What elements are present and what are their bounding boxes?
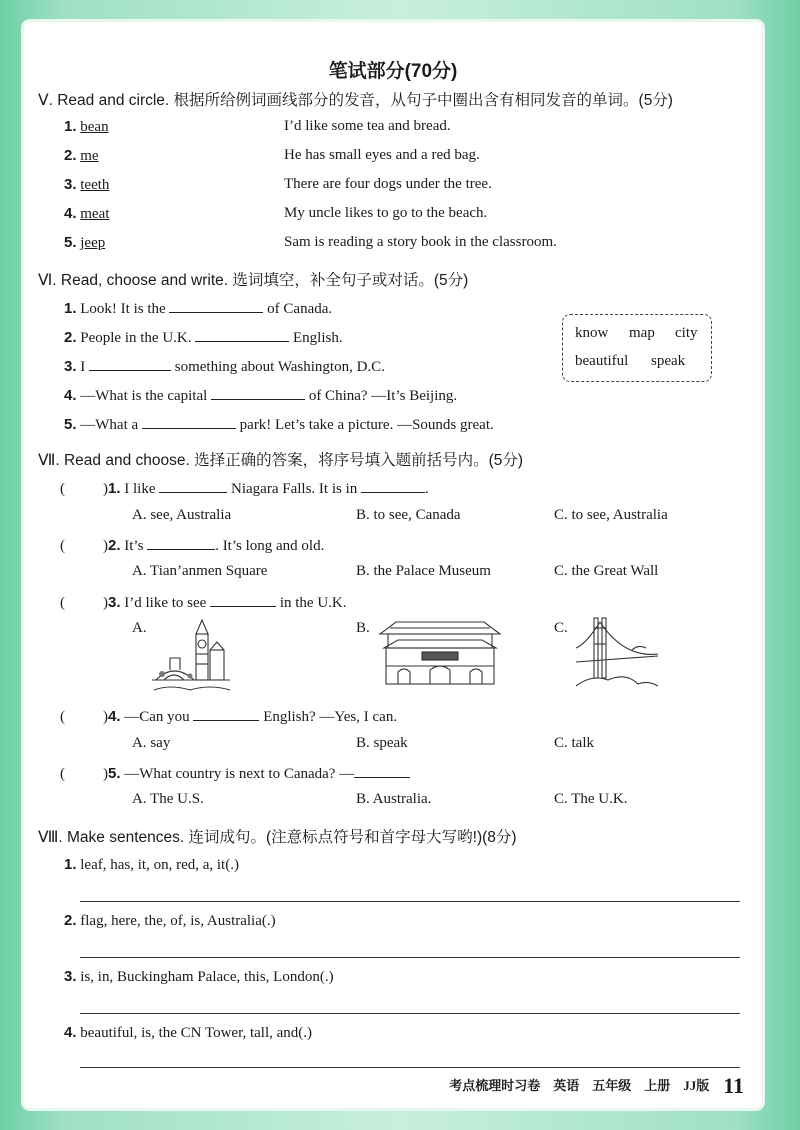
s7-q1: ( )1. I like Niagara Falls. It is in . <box>60 480 429 497</box>
s7-q5-option-a: A. The U.S. <box>132 791 204 807</box>
answer-blank[interactable] <box>211 385 305 400</box>
s7-q2: ( )2. It’s . It’s long and old. <box>60 537 325 554</box>
answer-line-2[interactable] <box>80 957 740 958</box>
s8-item-4: 4. beautiful, is, the CN Tower, tall, and(.) <box>64 1024 313 1041</box>
section6-heading: Ⅵ. Read, choose and write. 选词填空，补全句子或对话。(5分) <box>38 272 469 289</box>
page-title: 笔试部分(70分) <box>328 61 458 82</box>
s8-item-1: 1. leaf, has, it, on, red, a, it(.) <box>64 856 239 873</box>
answer-blank[interactable] <box>142 414 236 429</box>
s5-word-4: meat <box>80 206 110 222</box>
golden-gate-bridge-picture-icon[interactable] <box>574 614 658 694</box>
s5-word-3: teeth <box>80 177 110 193</box>
s6-item-3: 3. I something about Washington, D.C. <box>64 358 385 375</box>
s5-word-1: bean <box>80 119 109 135</box>
worksheet-page <box>24 22 762 1108</box>
s5-sentence-1: I’d like some tea and bread. <box>284 118 451 134</box>
s5-sentence-4: My uncle likes to go to the beach. <box>284 205 488 221</box>
s7-q3-label-a[interactable]: A. <box>132 620 147 636</box>
big-ben-picture-icon[interactable] <box>150 614 232 694</box>
s7-q3-label-b[interactable]: B. <box>356 620 370 636</box>
s7-q3-label-c[interactable]: C. <box>554 620 568 636</box>
s7-q5-option-b: B. Australia. <box>356 791 432 807</box>
palace-gate-picture-icon[interactable] <box>376 616 504 688</box>
s5-item-3: 3. teeth <box>64 176 110 193</box>
s5-item-5: 5. jeep <box>64 234 106 251</box>
word-bank-speak: speak <box>651 353 686 369</box>
s5-item-1: 1. bean <box>64 118 109 135</box>
s5-item-2: 2. me <box>64 147 99 164</box>
answer-blank[interactable] <box>169 298 263 313</box>
s6-item-2: 2. People in the U.K. English. <box>64 329 343 346</box>
answer-blank[interactable] <box>361 478 425 493</box>
section7-heading: Ⅶ. Read and choose. 选择正确的答案，将序号填入题前括号内。(5分) <box>38 452 524 469</box>
word-bank-box <box>562 314 712 382</box>
answer-line-4[interactable] <box>80 1067 740 1068</box>
s8-item-3: 3. is, in, Buckingham Palace, this, London(.) <box>64 968 334 985</box>
s5-item-4: 4. meat <box>64 205 110 222</box>
word-bank-beautiful: beautiful <box>575 353 629 369</box>
s7-q4-option-a: A. say <box>132 735 171 751</box>
answer-blank[interactable] <box>89 356 171 371</box>
s7-q5-option-c: C. The U.K. <box>554 791 628 807</box>
word-bank-know: know <box>575 325 609 341</box>
s5-sentence-3: There are four dogs under the tree. <box>284 176 492 192</box>
page-footer <box>449 1073 744 1099</box>
s6-item-4: 4. —What is the capital of China? —It’s Beijing. <box>64 387 458 404</box>
section5-heading: Ⅴ. Read and circle. 根据所给例词画线部分的发音，从句子中圈出含有相同发音的单词。(5分) <box>38 92 673 109</box>
s6-item-1: 1. Look! It is the of Canada. <box>64 300 333 317</box>
s7-q4-option-c: C. talk <box>554 735 594 751</box>
page-number: 11 <box>723 1073 744 1098</box>
answer-line-1[interactable] <box>80 901 740 902</box>
word-bank-city: city <box>675 325 698 341</box>
s5-sentence-5: Sam is reading a story book in the classroom. <box>284 234 557 250</box>
s7-q2-option-c: C. the Great Wall <box>554 563 659 579</box>
s8-item-2: 2. flag, here, the, of, is, Australia(.) <box>64 912 276 929</box>
s7-q5: ( )5. —What country is next to Canada? — <box>60 763 410 783</box>
s7-q2-option-b: B. the Palace Museum <box>356 563 491 579</box>
answer-blank[interactable] <box>193 706 259 721</box>
footer-text: 考点梳理时习卷 英语 五年级 上册 JJ版 <box>449 1078 710 1093</box>
s7-q1-option-a: A. see, Australia <box>132 507 232 523</box>
s7-q4: ( )4. —Can you English? —Yes, I can. <box>60 708 398 725</box>
answer-blank[interactable] <box>354 763 410 778</box>
s5-word-5: jeep <box>80 235 106 251</box>
answer-blank[interactable] <box>210 592 276 607</box>
word-bank-map: map <box>629 325 655 341</box>
s7-q2-option-a: A. Tian’anmen Square <box>132 563 268 579</box>
s5-word-2: me <box>80 148 99 164</box>
answer-blank[interactable] <box>159 478 227 493</box>
answer-blank[interactable] <box>147 535 215 550</box>
s6-item-5: 5. —What a park! Let’s take a picture. —Sounds great. <box>64 416 494 433</box>
section8-heading: Ⅷ. Make sentences. 连词成句。(注意标点符号和首字母大写哟!)(8分) <box>38 829 517 846</box>
s7-q1-option-b: B. to see, Canada <box>356 507 461 523</box>
answer-line-3[interactable] <box>80 1013 740 1014</box>
s7-q3: ( )3. I’d like to see in the U.K. <box>60 594 347 611</box>
s7-q4-option-b: B. speak <box>356 735 408 751</box>
s7-q1-option-c: C. to see, Australia <box>554 507 668 523</box>
s5-sentence-2: He has small eyes and a red bag. <box>284 147 480 163</box>
answer-blank[interactable] <box>195 327 289 342</box>
